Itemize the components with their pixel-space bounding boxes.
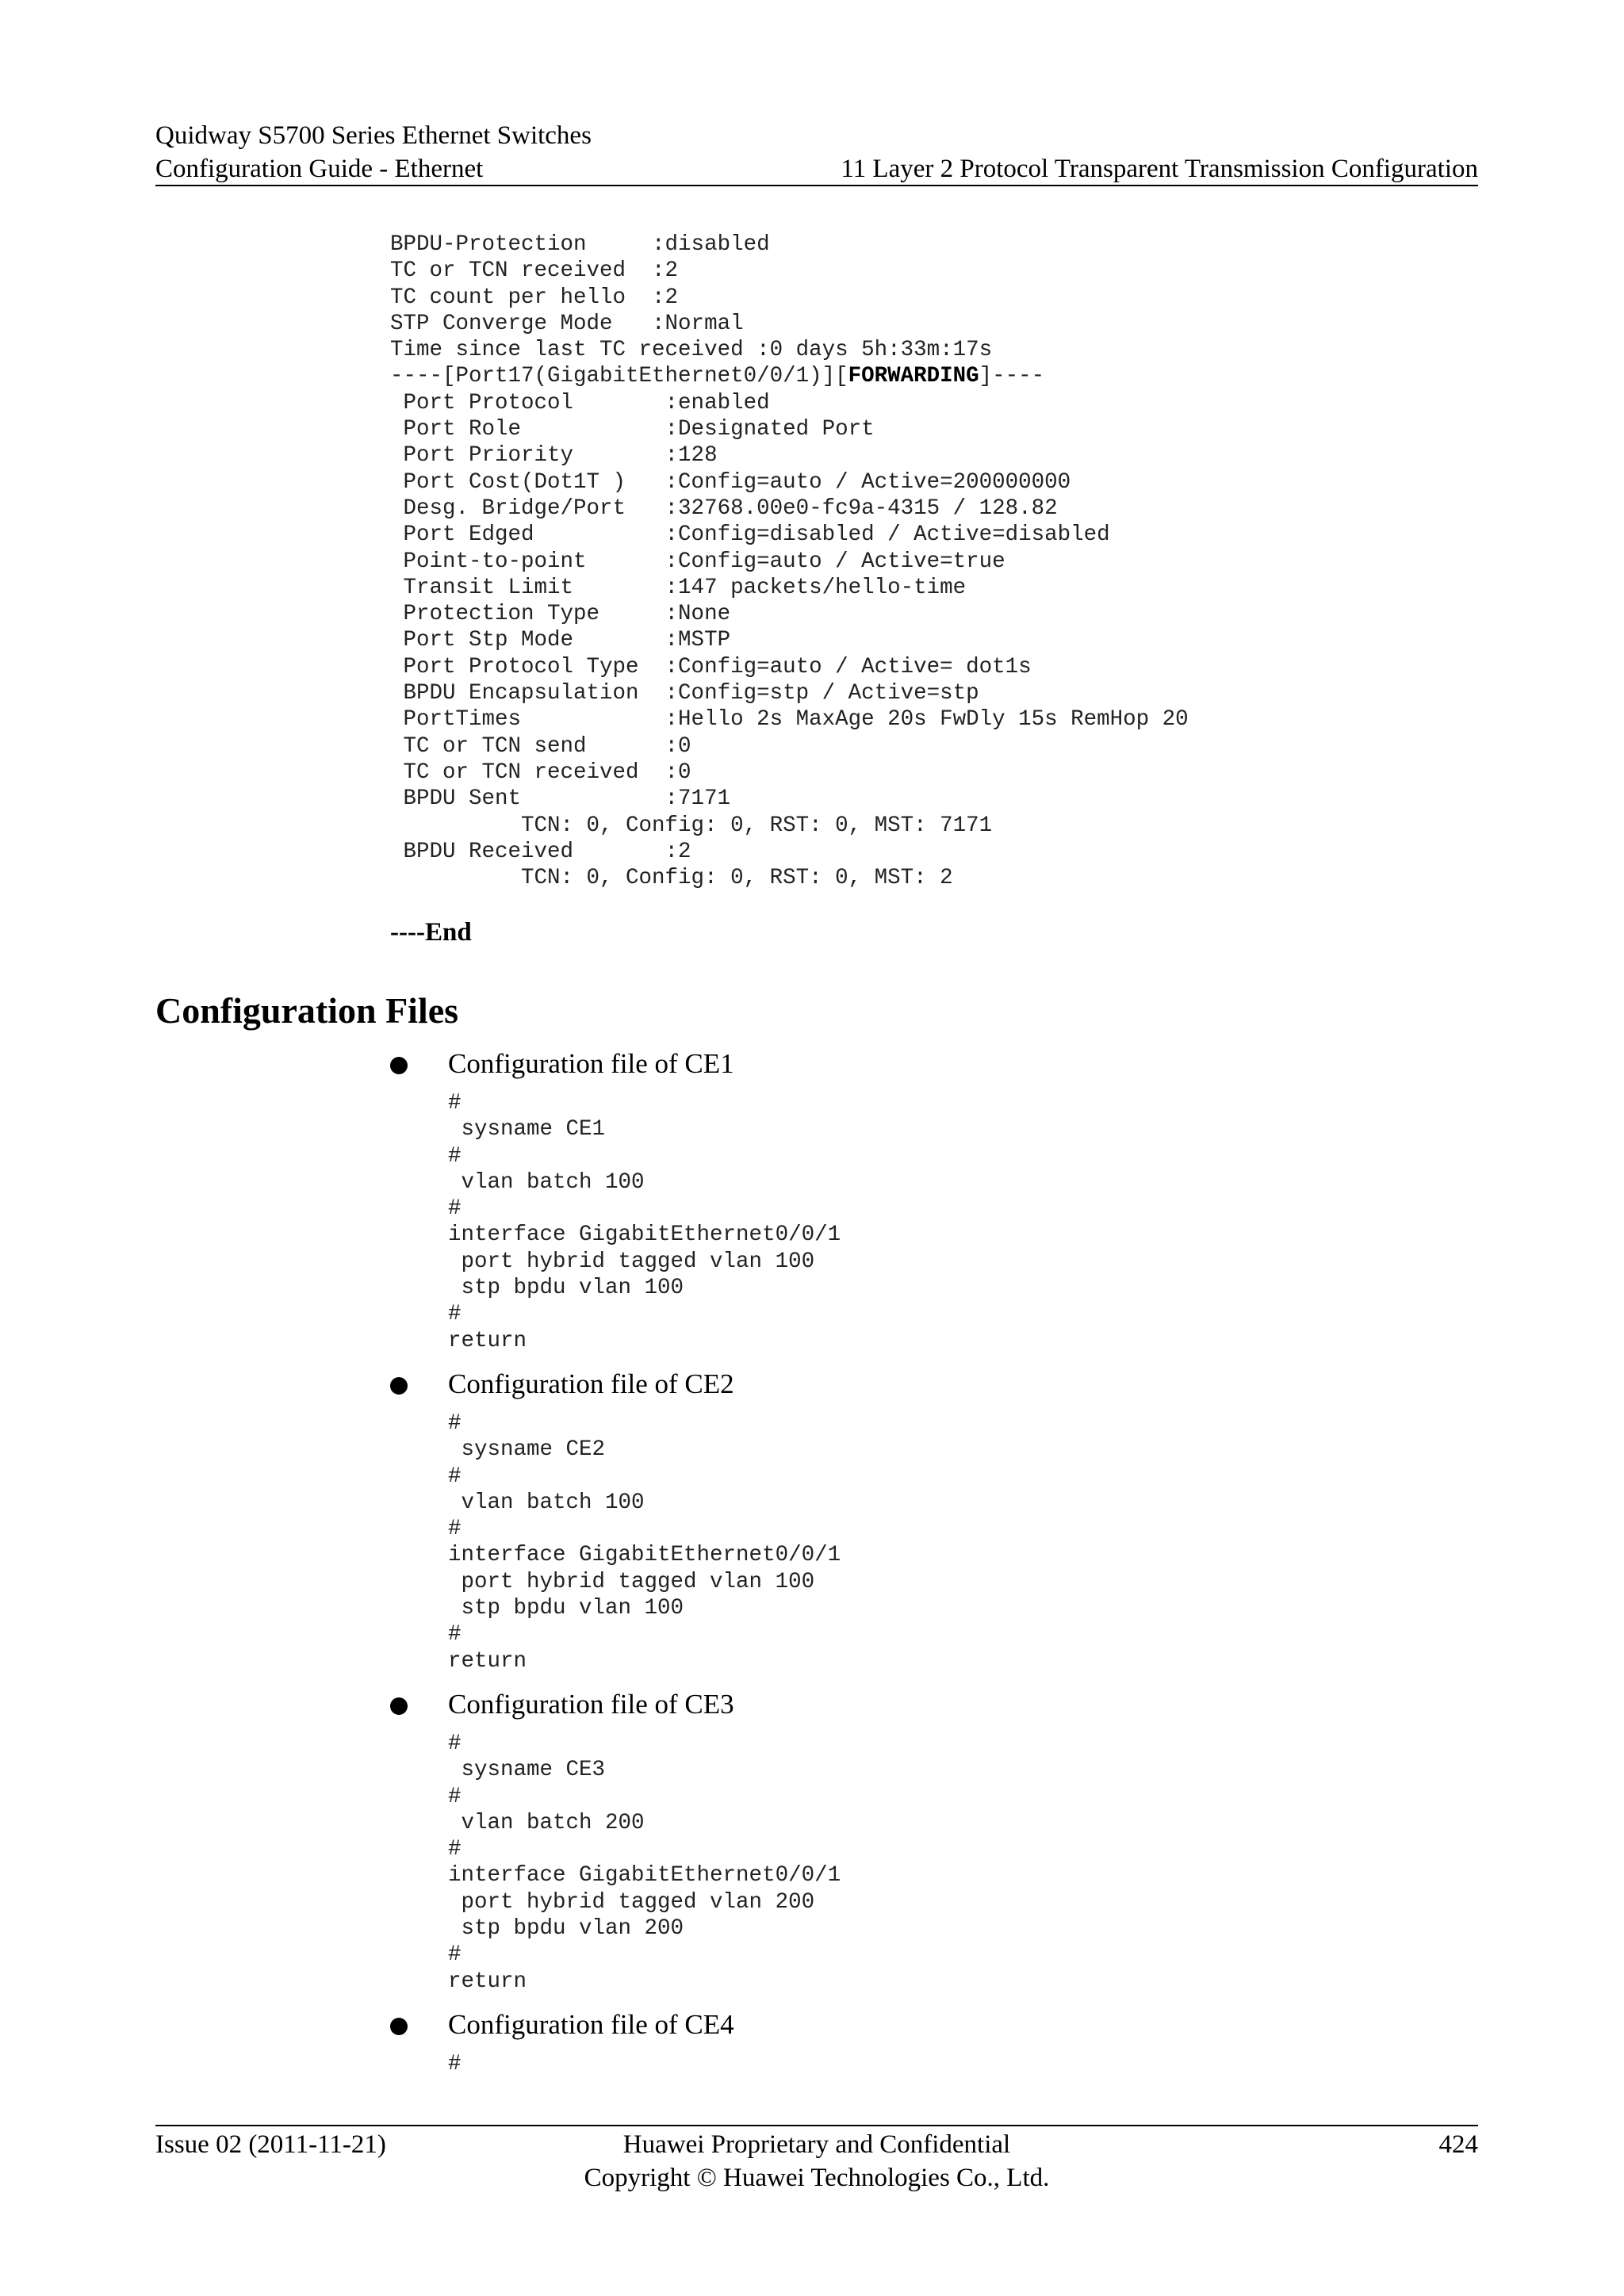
config-file-label-ce4: Configuration file of CE4	[448, 2009, 734, 2040]
config-code-ce2: # sysname CE2 # vlan batch 100 # interface GigabitEthernet0/0/1 port hybrid tagged vlan 100 stp bpdu vlan 100 # return	[448, 1411, 841, 1674]
config-code-ce4: #	[448, 2052, 462, 2076]
config-file-label-ce2: Configuration file of CE2	[448, 1368, 734, 1399]
config-file-label-ce3: Configuration file of CE3	[448, 1689, 734, 1720]
header-product: Quidway S5700 Series Ethernet Switches	[155, 121, 592, 150]
bullet-icon	[390, 1057, 408, 1074]
port-state-forwarding: FORWARDING	[848, 364, 979, 389]
header-guide: Configuration Guide - Ethernet	[155, 155, 484, 183]
footer-divider	[155, 2125, 1478, 2126]
stp-output-part2: ]---- Port Protocol :enabled Port Role :Designated Port Port Priority :128 Port Cost(Dot1T ) :Config=auto / Active=200000000 Desg. Bridge/Port :32768.00e0-fc9a-4315 / 128.82 Port Edged :Config=disabled / Active=disabled Point-to-point :Config=auto / Active=true Transit Limit :147 packets/hello-time Protection Type :None Port Stp Mode :MSTP Port Protocol Type :Config=auto / Active= dot1s BPDU Encapsulation :Config=stp / Active=stp PortTimes :Hello 2s MaxAge 20s FwDly 15s RemHop 20 TC or TCN send :0 TC or TCN received :0 BPDU Sent :7171 TCN: 0, Config: 0, RST: 0, MST: 7171 BPDU Received :2 TCN: 0, Config: 0, RST: 0, MST: 2	[403, 364, 1189, 891]
stp-output-part1: BPDU-Protection :disabled TC or TCN received :2 TC count per hello :2 STP Converge Mode :Normal Time since last TC received :0 days 5h:33m:17s ----[Port17(GigabitEthernet0/0/1)][	[390, 232, 993, 389]
footer-copyright: Copyright © Huawei Technologies Co., Ltd.	[584, 2164, 1050, 2192]
end-marker: ----End	[390, 918, 472, 947]
config-code-ce1: # sysname CE1 # vlan batch 100 # interface GigabitEthernet0/0/1 port hybrid tagged vlan 100 stp bpdu vlan 100 # return	[448, 1091, 841, 1353]
bullet-icon	[390, 2018, 408, 2035]
footer-confidential: Huawei Proprietary and Confidential	[622, 2130, 1011, 2159]
bullet-icon	[390, 1377, 408, 1395]
stp-output-code	[390, 232, 1189, 891]
footer-issue: Issue 02 (2011-11-21)	[155, 2130, 386, 2159]
page-header	[155, 119, 1478, 186]
section-title: Configuration Files	[155, 990, 459, 1031]
config-code-ce3: # sysname CE3 # vlan batch 200 # interface GigabitEthernet0/0/1 port hybrid tagged vlan 200 stp bpdu vlan 200 # return	[448, 1732, 841, 1994]
header-chapter: 11 Layer 2 Protocol Transparent Transmission Configuration	[841, 155, 1478, 183]
header-divider	[155, 185, 1478, 186]
page-number: 424	[1438, 2130, 1478, 2159]
config-file-label-ce1: Configuration file of CE1	[448, 1048, 734, 1079]
bullet-icon	[390, 1697, 408, 1715]
